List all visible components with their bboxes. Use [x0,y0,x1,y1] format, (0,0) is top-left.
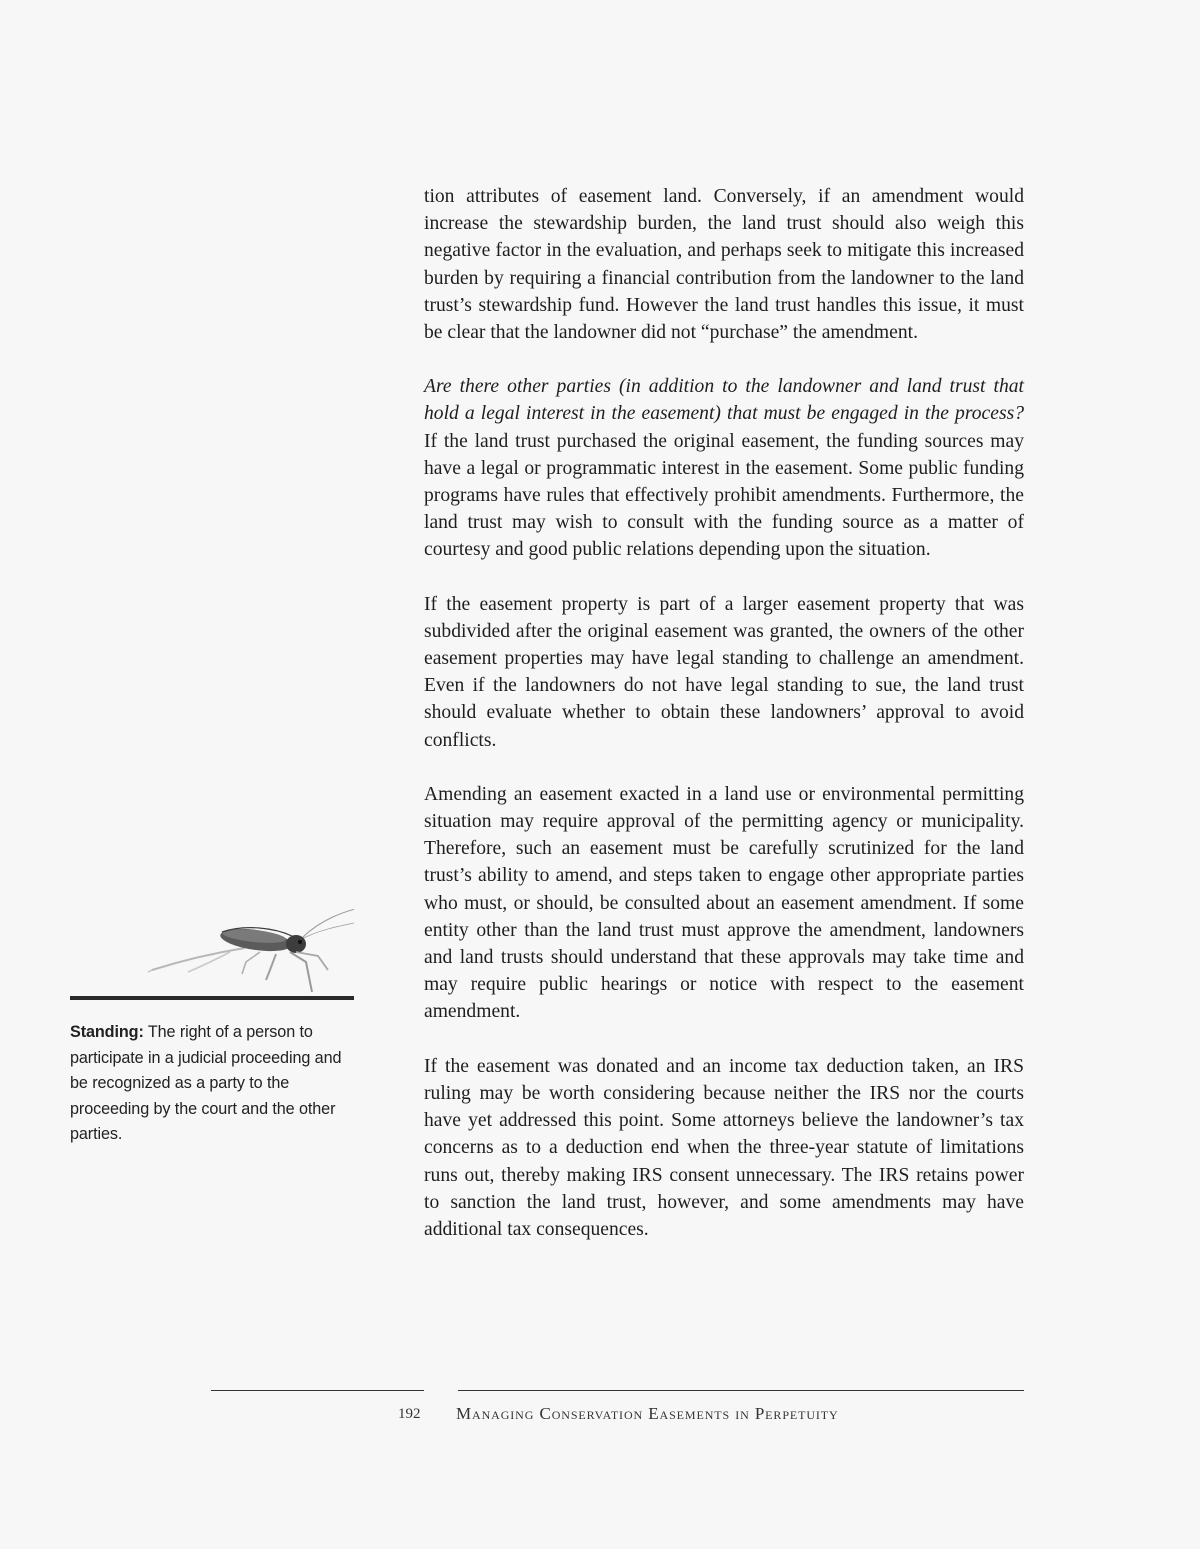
running-title: Managing Conservation Easements in Perpetuity [456,1404,839,1423]
page-number: 192 [398,1406,421,1422]
footer-rule-right [458,1390,1024,1391]
paragraph-permitting: Amending an easement exacted in a land use or environmental permitting situation may require approval of the permitting agency or municipality. Therefore, such an easement must be carefully scrutinized for the land trust’s ability to amend, and steps taken to engage other appropriate parties who must, or should, be consulted about an easement amendment. If some entity other than the land trust must approve the amendment, landowners and land trusts should understand that these approvals may take time and may require public hearings or notice with respect to the easement amendment. [424,783,1024,1023]
sidebar-glossary [70,900,354,1148]
footer-rule-left [211,1390,424,1391]
cricket-icon [70,900,354,996]
paragraph-subdivided-property: If the easement property is part of a larger easement property that was subdivided after the original easement was granted, the owners of the other easement properties may have legal standing to challenge an amendment. Even if the landowners do not have legal standing to sue, the land trust should evaluate whether to obtain these landowners’ approval to avoid conflicts. [424,593,1024,751]
glossary-term: Standing: [70,1023,144,1041]
main-text-column [424,183,1024,1270]
sidebar-divider [70,996,354,1000]
glossary-entry [70,1020,354,1148]
glossary-definition: The right of a person to participate in a judicial proceeding and be recognized as a party to the proceeding by the court and the other parties. [70,1023,342,1143]
paragraph-irs-ruling: If the easement was donated and an income tax deduction taken, an IRS ruling may be worth considering because neither the IRS nor the courts have yet addressed this point. Some attorneys believe the landowner’s tax concerns as to a deduction end when the three-year statute of limitations runs out, thereby making IRS consent unnecessary. The IRS retains power to sanction the land trust, however, and some amendments may have additional tax consequences. [424,1055,1024,1240]
paragraph-funding-sources: If the land trust purchased the original easement, the funding sources may have a legal or programmatic interest in the easement. Some public funding programs have rules that effectively prohibit amendments. Furthermore, the land trust may wish to consult with the funding source as a matter of courtesy and good public relations depending upon the situation. [424,430,1024,561]
question-heading: Are there other parties (in addition to the landowner and land trust that hold a legal interest in the easement) that must be engaged in the process? [424,376,1024,425]
paragraph-stewardship: tion attributes of easement land. Conversely, if an amendment would increase the stewardship burden, the land trust should also weigh this negative factor in the evaluation, and perhaps seek to mitigate this increased burden by requiring a financial contribution from the landowner to the land trust’s stewardship fund. However the land trust handles this issue, it must be clear that the landowner did not “purchase” the amendment. [424,186,1024,344]
paragraph-other-parties [424,373,1024,563]
